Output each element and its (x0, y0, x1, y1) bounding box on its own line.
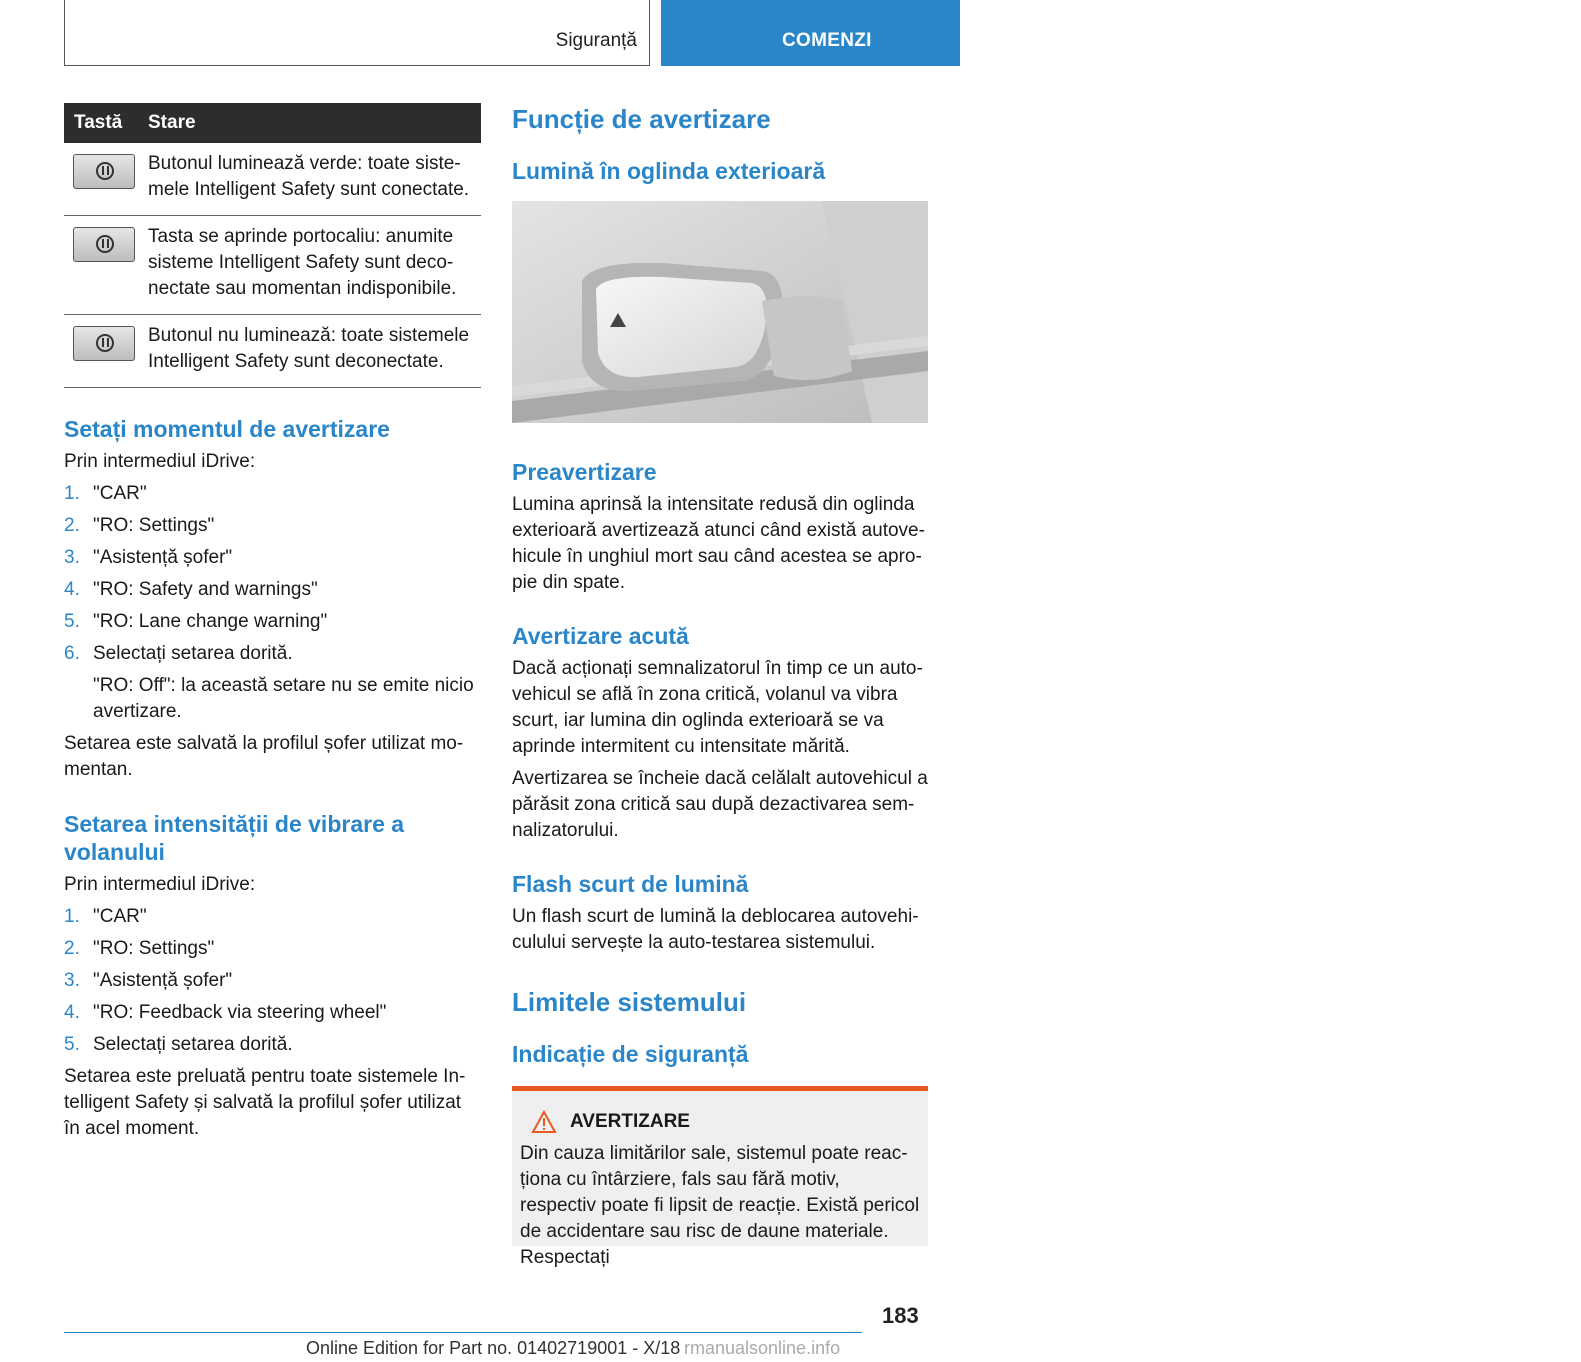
edition-text: Online Edition for Part no. 01402719001 - X/18 (306, 1338, 681, 1358)
vibration-intro: Prin intermediul iDrive: (64, 874, 256, 895)
list-item: 2. "RO: Settings" (64, 515, 215, 536)
list-item: 3. "Asistență șofer" (64, 970, 233, 991)
page-number: 183 (882, 1303, 919, 1328)
col-state-header: Stare (148, 103, 481, 143)
state-text: Tasta se aprinde portocaliu: anumite sisteme Intelligent Safety sunt deconectate sau momentan indisponibile. (148, 216, 481, 315)
vibration-steps (64, 904, 481, 1058)
header-section-tab (64, 0, 650, 66)
warning-text: Din cauza limitărilor sale, sistemul poate reacționa cu întârziere, fals sau fără motiv, respectiv poate fi lipsit de reacție. Există pericol de accidentare sau risc de daune materiale. Respectați (520, 1143, 920, 1268)
warning-label: AVERTIZARE (570, 1111, 690, 1132)
warning-time-note: "RO: Off": la această setare nu se emite nicio avertizare. (93, 675, 474, 722)
state-text: Butonul nu luminează: toate sistemele Intelligent Safety sunt deconectate. (148, 315, 481, 388)
header-section-label: Siguranță (555, 30, 637, 51)
mirror-title: Lumină în oglinda exterioară (512, 158, 826, 184)
footer-divider (64, 1332, 862, 1333)
warning-box (512, 1086, 928, 1268)
intelligent-safety-button-icon (73, 326, 135, 361)
header-chapter-tab (661, 0, 960, 66)
list-item: 3. "Asistență șofer" (64, 547, 233, 568)
header-chapter-label: COMENZI (782, 30, 872, 51)
function-title: Funcție de avertizare (512, 104, 771, 134)
acute-warning-text-2: Avertizarea se încheie dacă celălalt autovehicul a părăsit zona critică sau după dezactivarea semnalizatorului. (512, 768, 928, 841)
safety-note-title: Indicație de siguranță (512, 1041, 749, 1067)
flash-title: Flash scurt de lumină (512, 871, 749, 897)
hand-pointer-icon (1557, 24, 1581, 56)
state-text: Butonul luminează verde: toate sistemele Intelligent Safety sunt conectate. (148, 143, 481, 216)
list-item: 5. Selectați setarea dorită. (64, 1034, 293, 1055)
list-item: 5. "RO: Lane change warning" (64, 611, 328, 632)
table-row (64, 315, 481, 388)
list-item: 1. "CAR" (64, 906, 147, 927)
watermark: rmanualsonline.info (684, 1338, 841, 1358)
warning-time-title: Setați momentul de avertizare (64, 416, 390, 442)
left-column (64, 103, 481, 1142)
vibration-outro: Setarea este preluată pentru toate sistemele Intelligent Safety și salvată la profilul șofer utilizat în acel moment. (64, 1066, 466, 1139)
acute-warning-text-1: Dacă acționați semnalizatorul în timp ce un autovehicul se află în zona critică, volanul va vibra scurt, iar lumina din oglinda exterioară se va aprinde intermitent cu intensitate mărită. (512, 658, 923, 757)
list-item: 2. "RO: Settings" (64, 938, 215, 959)
limits-title: Limitele sistemului (512, 987, 747, 1017)
list-item: 4. "RO: Safety and warnings" (64, 579, 318, 600)
warning-triangle-icon (532, 1111, 556, 1133)
list-item: 1. "CAR" (64, 483, 147, 504)
warning-time-intro: Prin intermediul iDrive: (64, 451, 256, 472)
table-row (64, 216, 481, 315)
acute-warning-title: Avertizare acută (512, 623, 689, 649)
pre-warning-text: Lumina aprinsă la intensitate redusă din oglinda exterioară avertizează atunci când există autovehicule în unghiul mort sau când acestea se apropie din spate. (512, 494, 925, 593)
intelligent-safety-button-icon (73, 154, 135, 189)
flash-text: Un flash scurt de lumină la deblocarea autovehiculului servește la auto-testarea sistemului. (512, 906, 919, 953)
right-column (512, 103, 928, 1268)
pre-warning-title: Preavertizare (512, 459, 657, 485)
warning-time-outro: Setarea este salvată la profilul șofer utilizat momentan. (64, 733, 464, 780)
list-item: 4. "RO: Feedback via steering wheel" (64, 1002, 387, 1023)
side-mirror-image (512, 201, 928, 423)
list-item: 6. Selectați setarea dorită. (64, 643, 293, 664)
col-key-header: Tastă (64, 103, 148, 143)
table-row (64, 143, 481, 216)
vibration-title: Setarea intensității de vibrare a volanului (64, 811, 405, 865)
key-state-table (64, 103, 481, 388)
intelligent-safety-button-icon (73, 227, 135, 262)
warning-time-steps (64, 481, 481, 667)
